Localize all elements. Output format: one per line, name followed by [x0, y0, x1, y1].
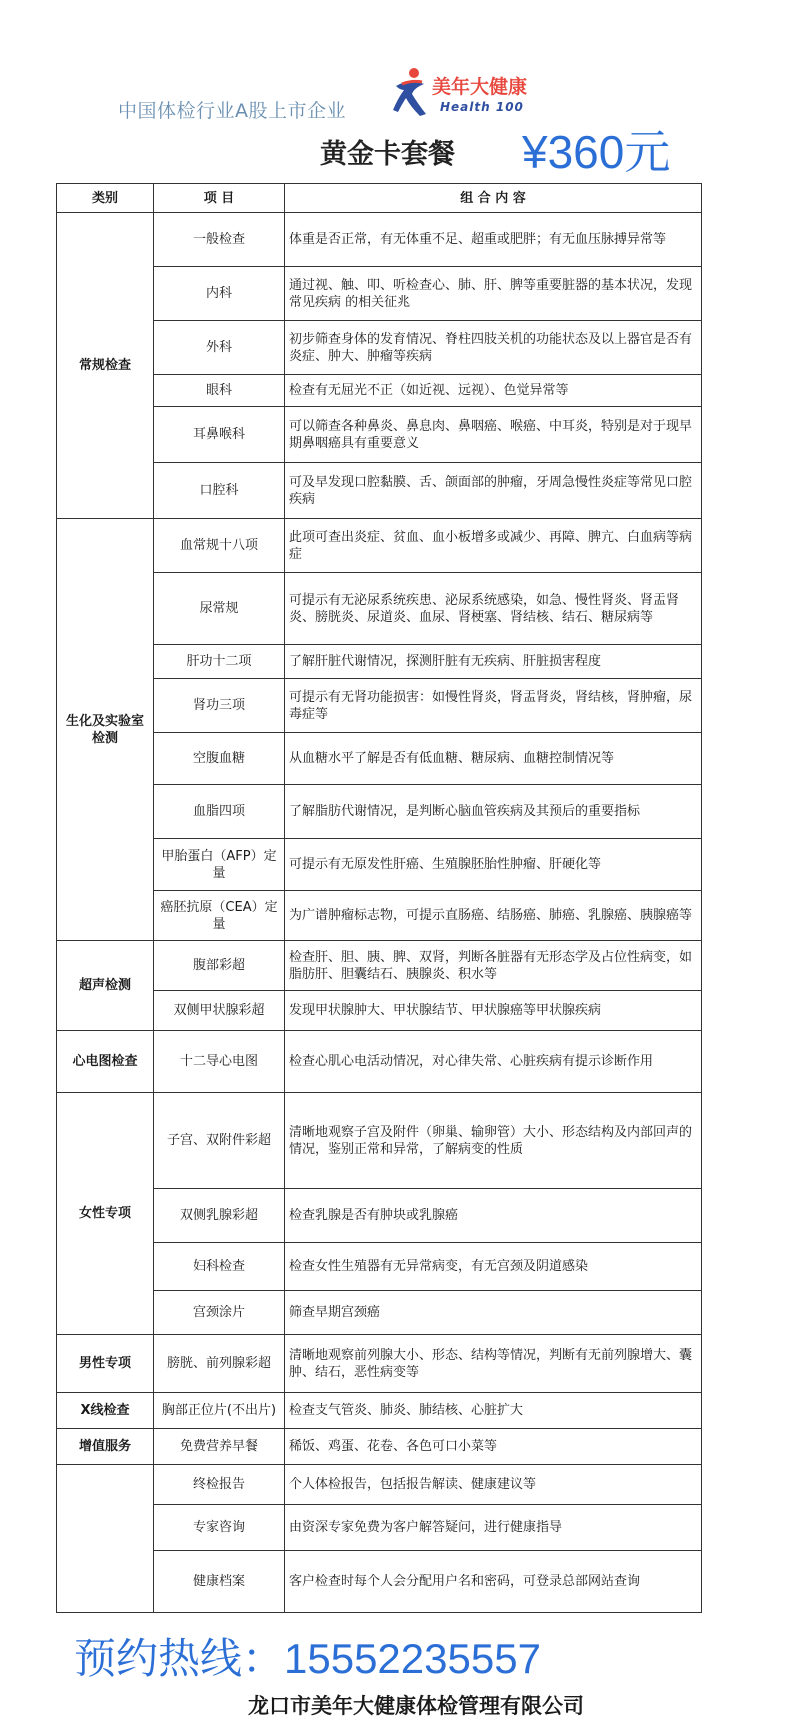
item-cell: 专家咨询 — [154, 1505, 285, 1551]
package-name: 黄金卡套餐 — [320, 139, 455, 170]
table-row — [57, 991, 702, 1031]
content-cell: 通过视、触、叩、听检查心、肺、肝、脾等重要脏器的基本状况，发现常见疾病 的相关征兆 — [285, 267, 702, 321]
table-row — [57, 1505, 702, 1551]
item-cell: 宫颈涂片 — [154, 1291, 285, 1335]
category-cell: 增值服务 — [57, 1429, 154, 1465]
category-cell: 生化及实验室检测 — [57, 519, 154, 941]
content-cell: 检查心肌心电活动情况，对心律失常、心脏疾病有提示诊断作用 — [285, 1031, 702, 1093]
table-row — [57, 321, 702, 375]
content-cell: 初步筛查身体的发育情况、脊柱四肢关机的功能状态及以上器官是否有炎症、肿大、肿瘤等疾病 — [285, 321, 702, 375]
category-cell: 心电图检查 — [57, 1031, 154, 1093]
table-row — [57, 941, 702, 991]
table-row — [57, 891, 702, 941]
table-row — [57, 463, 702, 519]
brand-logo — [392, 64, 572, 124]
item-cell: 健康档案 — [154, 1551, 285, 1613]
runner-logo-icon — [392, 64, 432, 120]
category-cell: X线检查 — [57, 1393, 154, 1429]
content-cell: 为广谱肿瘤标志物，可提示直肠癌、结肠癌、肺癌、乳腺癌、胰腺癌等 — [285, 891, 702, 941]
table-row — [57, 1393, 702, 1429]
table-row — [57, 519, 702, 573]
item-cell: 口腔科 — [154, 463, 285, 519]
content-cell: 个人体检报告，包括报告解读、健康建议等 — [285, 1465, 702, 1505]
content-cell: 体重是否正常，有无体重不足、超重或肥胖；有无血压脉搏异常等 — [285, 213, 702, 267]
category-cell-empty — [57, 1465, 154, 1613]
content-cell: 检查支气管炎、肺炎、肺结核、心脏扩大 — [285, 1393, 702, 1429]
content-cell: 可提示有无肾功能损害：如慢性肾炎，肾盂肾炎，肾结核，肾肿瘤，尿毒症等 — [285, 679, 702, 733]
content-cell: 由资深专家免费为客户解答疑问，进行健康指导 — [285, 1505, 702, 1551]
table-row — [57, 839, 702, 891]
content-cell: 清晰地观察前列腺大小、形态、结构等情况，判断有无前列腺增大、囊肿、结石，恶性病变等 — [285, 1335, 702, 1393]
item-cell: 双侧乳腺彩超 — [154, 1189, 285, 1243]
table-row — [57, 1189, 702, 1243]
item-cell: 免费营养早餐 — [154, 1429, 285, 1465]
table-row — [57, 1291, 702, 1335]
table-row — [57, 213, 702, 267]
item-cell: 一般检查 — [154, 213, 285, 267]
table-row — [57, 267, 702, 321]
item-cell: 终检报告 — [154, 1465, 285, 1505]
item-cell: 子宫、双附件彩超 — [154, 1093, 285, 1189]
content-cell: 从血糖水平了解是否有低血糖、糖尿病、血糖控制情况等 — [285, 733, 702, 785]
exam-items-table — [56, 183, 702, 1613]
category-cell: 男性专项 — [57, 1335, 154, 1393]
content-cell: 可以筛查各种鼻炎、鼻息肉、鼻咽癌、喉癌、中耳炎，特别是对于现早期鼻咽癌具有重要意义 — [285, 407, 702, 463]
company-tagline: 中国体检行业A股上市企业 — [118, 100, 346, 122]
table-row — [57, 1551, 702, 1613]
table-row — [57, 733, 702, 785]
content-cell: 清晰地观察子宫及附件（卵巢、输卵管）大小、形态结构及内部回声的情况，鉴别正常和异常，了解病变的性质 — [285, 1093, 702, 1189]
item-cell: 肾功三项 — [154, 679, 285, 733]
item-cell: 眼科 — [154, 375, 285, 407]
item-cell: 耳鼻喉科 — [154, 407, 285, 463]
header-category: 类别 — [57, 184, 154, 213]
table-row — [57, 1243, 702, 1291]
item-cell: 妇科检查 — [154, 1243, 285, 1291]
header-content: 组 合 内 容 — [285, 184, 702, 213]
item-cell: 膀胱、前列腺彩超 — [154, 1335, 285, 1393]
item-cell: 外科 — [154, 321, 285, 375]
item-cell: 内科 — [154, 267, 285, 321]
header-item: 项 目 — [154, 184, 285, 213]
table-row — [57, 375, 702, 407]
table-row — [57, 1465, 702, 1505]
table-row — [57, 1093, 702, 1189]
content-cell: 了解肝脏代谢情况，探测肝脏有无疾病、肝脏损害程度 — [285, 645, 702, 679]
package-price: ¥360元 — [522, 126, 671, 178]
content-cell: 稀饭、鸡蛋、花卷、各色可口小菜等 — [285, 1429, 702, 1465]
item-cell: 胸部正位片(不出片) — [154, 1393, 285, 1429]
booking-hotline: 预约热线：15552235557 — [74, 1635, 541, 1682]
item-cell: 空腹血糖 — [154, 733, 285, 785]
logo-english-text: Health 100 — [440, 100, 524, 114]
logo-chinese-text: 美年大健康 — [432, 76, 528, 98]
item-cell: 甲胎蛋白（AFP）定量 — [154, 839, 285, 891]
table-row — [57, 679, 702, 733]
category-cell: 超声检测 — [57, 941, 154, 1031]
content-cell: 筛查早期宫颈癌 — [285, 1291, 702, 1335]
table-header-row — [57, 184, 702, 213]
table-row — [57, 1031, 702, 1093]
item-cell: 血常规十八项 — [154, 519, 285, 573]
table-row — [57, 573, 702, 645]
table-row — [57, 645, 702, 679]
content-cell: 客户检查时每个人会分配用户名和密码，可登录总部网站查询 — [285, 1551, 702, 1613]
item-cell: 血脂四项 — [154, 785, 285, 839]
item-cell: 双侧甲状腺彩超 — [154, 991, 285, 1031]
company-name: 龙口市美年大健康体检管理有限公司 — [248, 1694, 584, 1718]
item-cell: 尿常规 — [154, 573, 285, 645]
table-row — [57, 1335, 702, 1393]
content-cell: 了解脂肪代谢情况，是判断心脑血管疾病及其预后的重要指标 — [285, 785, 702, 839]
item-cell: 十二导心电图 — [154, 1031, 285, 1093]
content-cell: 可提示有无原发性肝癌、生殖腺胚胎性肿瘤、肝硬化等 — [285, 839, 702, 891]
category-cell: 女性专项 — [57, 1093, 154, 1335]
category-cell: 常规检查 — [57, 213, 154, 519]
content-cell: 发现甲状腺肿大、甲状腺结节、甲状腺癌等甲状腺疾病 — [285, 991, 702, 1031]
content-cell: 可及早发现口腔黏膜、舌、颌面部的肿瘤，牙周急慢性炎症等常见口腔疾病 — [285, 463, 702, 519]
table-row — [57, 1429, 702, 1465]
content-cell: 检查乳腺是否有肿块或乳腺癌 — [285, 1189, 702, 1243]
content-cell: 检查有无屈光不正（如近视、远视）、色觉异常等 — [285, 375, 702, 407]
item-cell: 癌胚抗原（CEA）定量 — [154, 891, 285, 941]
content-cell: 可提示有无泌尿系统疾患、泌尿系统感染，如急、慢性肾炎、肾盂肾炎、膀胱炎、尿道炎、血尿、肾梗塞、肾结核、结石、糖尿病等 — [285, 573, 702, 645]
item-cell: 腹部彩超 — [154, 941, 285, 991]
table-row — [57, 407, 702, 463]
content-cell: 检查肝、胆、胰、脾、双肾，判断各脏器有无形态学及占位性病变，如脂肪肝、胆囊结石、胰腺炎、积水等 — [285, 941, 702, 991]
content-cell: 此项可查出炎症、贫血、血小板增多或减少、再障、脾亢、白血病等病症 — [285, 519, 702, 573]
item-cell: 肝功十二项 — [154, 645, 285, 679]
content-cell: 检查女性生殖器有无异常病变，有无宫颈及阴道感染 — [285, 1243, 702, 1291]
table-row — [57, 785, 702, 839]
